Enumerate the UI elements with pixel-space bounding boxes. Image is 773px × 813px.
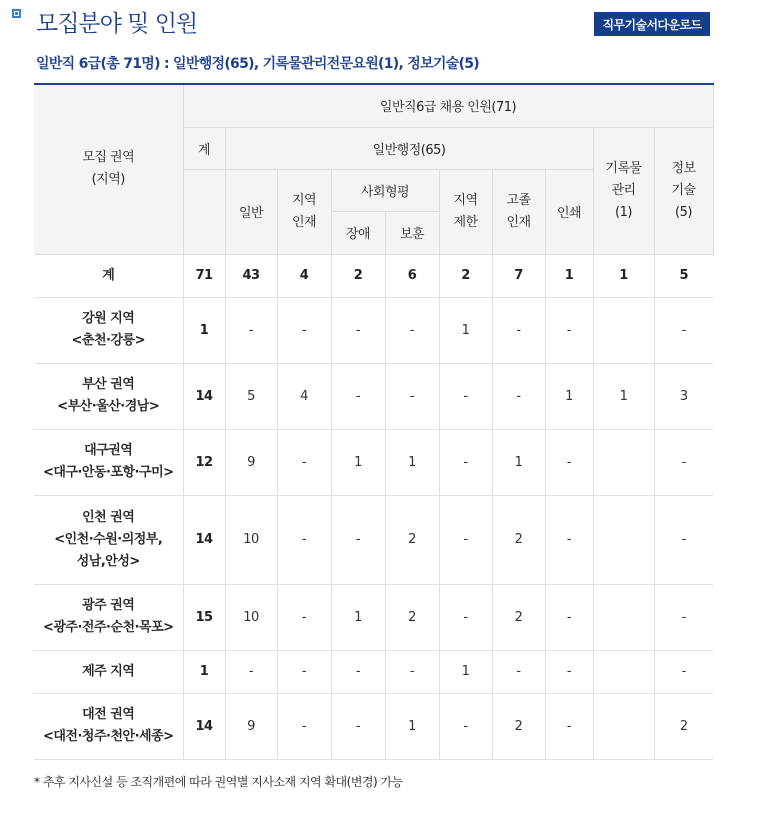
it-header: 정보 기술 (5) — [654, 127, 713, 254]
local-talent-header: 지역 인재 — [277, 169, 331, 254]
table-row — [34, 584, 713, 650]
value-cell: 1 — [439, 650, 492, 693]
region-header: 모집 권역 (지역) — [34, 84, 183, 254]
value-cell — [593, 584, 654, 650]
value-cell: - — [545, 495, 593, 584]
top-header: 일반직6급 채용 인원(71) — [183, 84, 713, 127]
value-cell: 1 — [439, 297, 492, 363]
highschool-header: 고졸 인재 — [492, 169, 545, 254]
value-cell: 2 — [492, 693, 545, 759]
value-cell: - — [545, 693, 593, 759]
value-cell: 1 — [492, 429, 545, 495]
table-row — [34, 297, 713, 363]
value-cell: 14 — [183, 693, 225, 759]
total-header-blank — [183, 169, 225, 254]
value-cell: - — [277, 297, 331, 363]
value-cell: - — [277, 429, 331, 495]
region-cell: 강원 지역 <춘천·강릉> — [34, 297, 183, 363]
value-cell: 15 — [183, 584, 225, 650]
value-cell: 4 — [277, 254, 331, 297]
value-cell: 9 — [225, 693, 277, 759]
region-cell: 제주 지역 — [34, 650, 183, 693]
disabled-header: 장애 — [331, 211, 385, 254]
value-cell: 5 — [654, 254, 713, 297]
footnote: * 추후 지사신설 등 조직개편에 따라 권역별 지사소재 지역 확대(변경) 가능 — [34, 775, 403, 789]
value-cell: - — [277, 584, 331, 650]
value-cell: - — [277, 495, 331, 584]
value-cell: - — [385, 650, 439, 693]
value-cell: 2 — [385, 495, 439, 584]
value-cell: 4 — [277, 363, 331, 429]
table-row — [34, 429, 713, 495]
region-cell: 계 — [34, 254, 183, 297]
download-job-description-button[interactable]: 직무기술서다운로드 — [594, 12, 710, 36]
value-cell: 1 — [183, 650, 225, 693]
value-cell: - — [654, 650, 713, 693]
value-cell: - — [439, 584, 492, 650]
value-cell — [593, 297, 654, 363]
value-cell: 1 — [331, 584, 385, 650]
value-cell: - — [277, 693, 331, 759]
value-cell: 2 — [385, 584, 439, 650]
value-cell: - — [654, 584, 713, 650]
value-cell: 1 — [183, 297, 225, 363]
region-cell: 부산 권역 <부산·울산·경남> — [34, 363, 183, 429]
value-cell: - — [331, 495, 385, 584]
value-cell: 1 — [385, 429, 439, 495]
value-cell: 10 — [225, 495, 277, 584]
value-cell: - — [492, 363, 545, 429]
veteran-header: 보훈 — [385, 211, 439, 254]
value-cell: 10 — [225, 584, 277, 650]
value-cell: 1 — [593, 363, 654, 429]
value-cell: 2 — [331, 254, 385, 297]
value-cell: - — [439, 363, 492, 429]
value-cell: 2 — [439, 254, 492, 297]
region-cell: 인천 권역 <인천·수원·의정부, 성남,안성> — [34, 495, 183, 584]
value-cell: - — [439, 495, 492, 584]
total-header: 계 — [183, 127, 225, 169]
value-cell — [593, 650, 654, 693]
section-bullet-icon — [12, 9, 21, 18]
value-cell: - — [439, 693, 492, 759]
value-cell: 2 — [492, 584, 545, 650]
value-cell: 14 — [183, 363, 225, 429]
restricted-header: 지역 제한 — [439, 169, 492, 254]
table-row — [34, 693, 713, 759]
value-cell: - — [277, 650, 331, 693]
value-cell: 2 — [492, 495, 545, 584]
value-cell: 7 — [492, 254, 545, 297]
value-cell: - — [492, 650, 545, 693]
page-title: 모집분야 및 인원 — [36, 11, 198, 37]
value-cell: - — [654, 429, 713, 495]
value-cell: 2 — [654, 693, 713, 759]
general-admin-header: 일반행정(65) — [225, 127, 593, 169]
value-cell: - — [545, 297, 593, 363]
general-header: 일반 — [225, 169, 277, 254]
value-cell — [593, 693, 654, 759]
records-header: 기록물 관리 (1) — [593, 127, 654, 254]
value-cell: 3 — [654, 363, 713, 429]
value-cell: 6 — [385, 254, 439, 297]
value-cell: 9 — [225, 429, 277, 495]
social-equity-header: 사회형평 — [331, 169, 439, 211]
value-cell: - — [545, 429, 593, 495]
table-row — [34, 650, 713, 693]
value-cell: - — [331, 297, 385, 363]
value-cell: 1 — [545, 254, 593, 297]
value-cell — [593, 495, 654, 584]
value-cell: - — [331, 650, 385, 693]
table-row — [34, 495, 713, 584]
printing-header: 인쇄 — [545, 169, 593, 254]
value-cell: - — [385, 297, 439, 363]
recruitment-table — [34, 83, 714, 760]
table-row — [34, 363, 713, 429]
value-cell: 1 — [545, 363, 593, 429]
region-cell: 대전 권역 <대전·청주·천안·세종> — [34, 693, 183, 759]
value-cell: - — [439, 429, 492, 495]
value-cell: 71 — [183, 254, 225, 297]
value-cell — [593, 429, 654, 495]
value-cell: - — [385, 363, 439, 429]
total-row — [34, 254, 713, 297]
value-cell: 1 — [593, 254, 654, 297]
value-cell: 12 — [183, 429, 225, 495]
value-cell: - — [545, 650, 593, 693]
value-cell: 1 — [385, 693, 439, 759]
recruitment-summary: 일반직 6급(총 71명) : 일반행정(65), 기록물관리전문요원(1), 정보기술(5) — [36, 56, 480, 72]
region-cell: 대구권역 <대구·안동·포항·구미> — [34, 429, 183, 495]
value-cell: - — [654, 495, 713, 584]
value-cell: - — [225, 650, 277, 693]
value-cell: - — [545, 584, 593, 650]
value-cell: 43 — [225, 254, 277, 297]
region-cell: 광주 권역 <광주·전주·순천·목포> — [34, 584, 183, 650]
value-cell: - — [331, 693, 385, 759]
value-cell: 14 — [183, 495, 225, 584]
value-cell: 1 — [331, 429, 385, 495]
value-cell: 5 — [225, 363, 277, 429]
value-cell: - — [654, 297, 713, 363]
value-cell: - — [331, 363, 385, 429]
value-cell: - — [225, 297, 277, 363]
value-cell: - — [492, 297, 545, 363]
